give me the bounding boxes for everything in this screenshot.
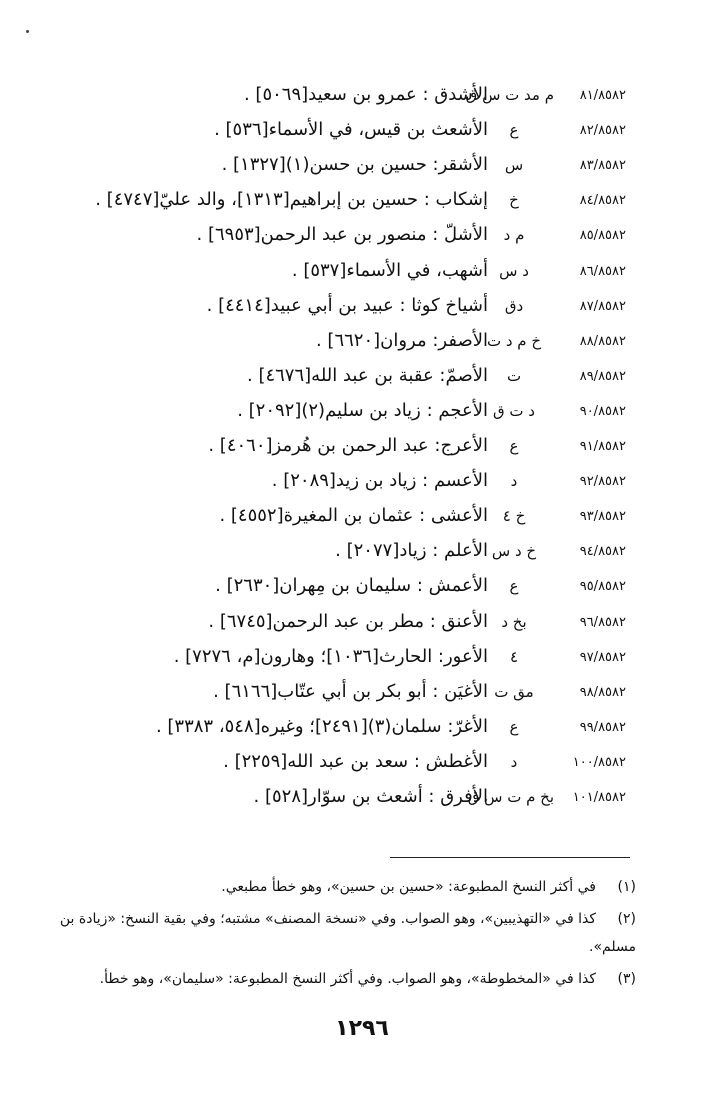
entry-number: ٩٧/٨٥٨٢ (579, 649, 626, 665)
entry-row (0, 573, 724, 603)
footnote-text: كذا في «التهذيبين»، وهو الصواب. وفي «نسخة المصنف» مشتبه؛ وفي بقية النسخ: «زيادة بن (59, 911, 596, 927)
entry-text: الأعور: الحارث[١٠٣٦]؛ وهارون[م، ٧٢٧٦] . (173, 645, 488, 667)
footnote-1 (0, 874, 724, 900)
entry-source-codes: ت (506, 366, 522, 385)
entry-text: الأعنق : مطر بن عبد الرحمن[٦٧٤٥] . (208, 610, 488, 632)
entry-number: ٩٦/٨٥٨٢ (579, 614, 626, 630)
entry-source-codes: بخ م ت س ق (467, 788, 554, 806)
entry-source-codes: ع (509, 437, 519, 455)
entry-source-codes: مق ت (494, 682, 534, 701)
entry-source-codes: م مد ت س ق (465, 86, 554, 104)
entry-text: الأعلم : زياد[٢٠٧٧] . (335, 540, 488, 562)
entry-text: إشكاب : حسين بن إبراهيم[١٣١٣]، والد عليّ[٤٧٤٧] . (95, 189, 488, 211)
entry-number: ٨٤/٨٥٨٢ (579, 193, 626, 209)
entry-text: الأعجم : زياد بن سليم(٢)[٢٠٩٢] . (237, 399, 488, 421)
entry-source-codes: خ م د ت (486, 331, 542, 350)
footnote-continuation: مسلم». (589, 939, 636, 955)
entry-source-codes: خ ٤ (502, 507, 526, 526)
footnote-mark: (١) (617, 879, 636, 895)
entry-source-codes: ٤ (509, 647, 519, 666)
entry-source-codes: م د (503, 226, 525, 245)
entry-text: الأشلّ : منصور بن عبد الرحمن[٦٩٥٣] . (196, 224, 488, 246)
entry-number: ١٠١/٨٥٨٢ (572, 790, 626, 805)
entry-row (0, 468, 724, 498)
entry-source-codes: خ (509, 191, 519, 210)
footnote-mark: (٢) (617, 911, 636, 927)
entry-source-codes: ع (509, 577, 519, 596)
page-speck (26, 30, 29, 33)
entry-text: الأغطش : سعد بن عبد الله[٢٢٥٩] . (223, 750, 488, 772)
entry-text: الأغرّ: سلمان(٣)[٢٤٩١]؛ وغيره[٥٤٨، ٣٣٨٣] . (155, 715, 488, 737)
entry-source-codes: بخ د (501, 612, 527, 631)
entry-text: الأصمّ: عقبة بن عبد الله[٤٦٧٦] . (247, 364, 488, 386)
entry-text: الأشعث بن قيس، في الأسماء[٥٣٦] . (214, 119, 488, 141)
entry-source-codes: خ د س (491, 542, 537, 561)
entry-row (0, 222, 724, 252)
entry-number: ٩٩/٨٥٨٢ (579, 719, 626, 735)
entry-text: أشياخ كوثا : عبيد بن أبي عبيد[٤٤١٤] . (206, 294, 488, 316)
entry-text: الأعسم : زياد بن زيد[٢٠٨٩] . (271, 470, 488, 492)
entry-row (0, 679, 724, 709)
entry-row (0, 187, 724, 217)
entry-text: الأغيَن : أبو بكر بن أبي عتّاب[٦١٦٦] . (213, 680, 488, 702)
footnote-mark: (٣) (617, 971, 636, 987)
entry-number: ٨٦/٨٥٨٢ (579, 263, 626, 279)
entry-text: الأشدق : عمرو بن سعيد[٥٠٦٩] . (243, 84, 488, 105)
footnote-text: كذا في «المخطوطة»، وهو الصواب. وفي أكثر النسخ المطبوعة: «سليمان»، وهو خطأ. (99, 971, 596, 987)
entry-number: ٨٥/٨٥٨٢ (579, 228, 626, 244)
entry-text: الأصفر: مروان[٦٦٢٠] . (315, 329, 488, 351)
entry-number: ١٠٠/٨٥٨٢ (572, 754, 626, 770)
entry-source-codes: ع (509, 717, 519, 736)
entry-number: ٩٢/٨٥٨٢ (579, 474, 626, 490)
entry-row (0, 258, 724, 288)
entry-number: ٩٥/٨٥٨٢ (579, 579, 626, 595)
entry-row (0, 784, 724, 814)
entry-text: الأشقر: حسين بن حسن(١)[١٣٢٧] . (221, 154, 488, 176)
entry-row (0, 538, 724, 568)
entry-number: ٩٣/٨٥٨٢ (579, 509, 626, 525)
entry-row (0, 117, 724, 147)
entry-source-codes: د ت ق (493, 401, 535, 420)
footnote-3 (0, 966, 724, 992)
entry-row (0, 609, 724, 639)
entry-row (0, 363, 724, 393)
entry-source-codes: ع (509, 121, 519, 140)
entry-source-codes: د س (499, 261, 529, 280)
entry-row (0, 503, 724, 533)
entry-row (0, 398, 724, 428)
entry-text: الأفرق : أشعث بن سوّار[٥٢٨] . (253, 786, 488, 807)
entry-text: الأعمش : سليمان بن مِهران[٢٦٣٠] . (215, 575, 488, 597)
entry-number: ٨٣/٨٥٨٢ (579, 158, 626, 174)
entry-number: ٨١/٨٥٨٢ (579, 88, 626, 103)
entry-number: ٨٧/٨٥٨٢ (579, 298, 626, 314)
entry-row (0, 433, 724, 463)
entry-number: ٨٨/٨٥٨٢ (579, 333, 626, 349)
entry-text: أشهب، في الأسماء[٥٣٧] . (291, 259, 488, 281)
entry-row (0, 328, 724, 358)
footnote-text: في أكثر النسخ المطبوعة: «حسين بن حسين»، وهو خطأ مطبعي. (221, 879, 596, 895)
entry-source-codes: د (510, 472, 518, 491)
entry-number: ٩١/٨٥٨٢ (579, 439, 626, 454)
entry-number: ٩٨/٨٥٨٢ (579, 684, 626, 700)
entry-number: ٨٩/٨٥٨٢ (579, 368, 626, 384)
footnote-2 (0, 906, 724, 958)
entry-number: ٨٢/٨٥٨٢ (579, 123, 626, 139)
entry-row (0, 152, 724, 182)
footnote-separator (390, 857, 630, 858)
page-number: ١٢٩٦ (335, 1016, 389, 1041)
entry-row (0, 714, 724, 744)
entry-source-codes: س (504, 156, 524, 175)
entry-row (0, 293, 724, 323)
entry-text: الأعرج: عبد الرحمن بن هُرمز[٤٠٦٠] . (208, 435, 488, 456)
entry-source-codes: دق (504, 296, 524, 315)
entry-row (0, 82, 724, 112)
entry-source-codes: د (510, 752, 518, 771)
entry-row (0, 749, 724, 779)
entry-row (0, 644, 724, 674)
entry-number: ٩٠/٨٥٨٢ (579, 403, 626, 419)
entry-number: ٩٤/٨٥٨٢ (579, 544, 626, 560)
entry-text: الأعشى : عثمان بن المغيرة[٤٥٥٢] . (219, 505, 488, 527)
